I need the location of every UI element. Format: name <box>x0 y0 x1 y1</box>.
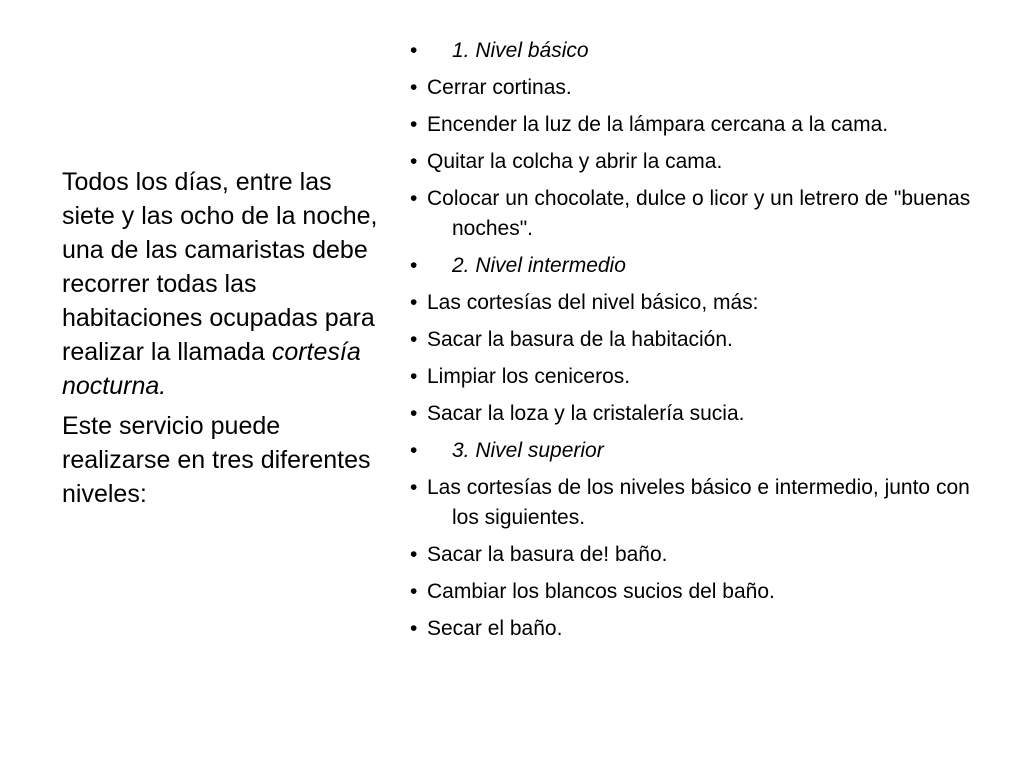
bullet-icon: • <box>410 113 418 136</box>
list-item-text: Las cortesías de los niveles básico e intermedio, junto con los siguientes. <box>427 476 970 529</box>
bullet-icon: • <box>410 617 418 640</box>
bullet-icon: • <box>410 476 418 499</box>
bullet-icon: • <box>410 580 418 603</box>
list-item-text: Limpiar los ceniceros. <box>427 365 631 388</box>
bullet-icon: • <box>410 328 418 351</box>
level-heading-text: 3. Nivel superior <box>452 439 604 462</box>
list-item <box>410 184 985 244</box>
intro-paragraph-emphasis: cortesía nocturna. <box>62 338 361 400</box>
levels-paragraph: Este servicio puede realizarse en tres diferentes niveles: <box>62 412 371 508</box>
list-item-text: Las cortesías del nivel básico, más: <box>427 291 759 314</box>
list-item-text: Colocar un chocolate, dulce o licor y un letrero de "buenas noches". <box>427 187 971 240</box>
intro-paragraph <box>62 165 390 403</box>
bullet-icon: • <box>410 439 418 462</box>
level-heading-text: 1. Nivel básico <box>452 39 589 62</box>
level-heading-text: 2. Nivel intermedio <box>452 254 626 277</box>
list-item-text: Sacar la basura de la habitación. <box>427 328 733 351</box>
list-item <box>410 540 985 570</box>
bullet-icon: • <box>410 254 418 277</box>
list-item <box>410 614 985 644</box>
service-levels-list <box>410 36 985 644</box>
list-item <box>410 399 985 429</box>
level-heading <box>410 251 985 281</box>
bullet-icon: • <box>410 543 418 566</box>
list-item <box>410 288 985 318</box>
list-item <box>410 110 985 140</box>
list-item-text: Cerrar cortinas. <box>427 76 572 99</box>
bullet-icon: • <box>410 76 418 99</box>
bullet-icon: • <box>410 402 418 425</box>
bullet-icon: • <box>410 150 418 173</box>
list-item-text: Quitar la colcha y abrir la cama. <box>427 150 723 173</box>
intro-text-block <box>62 165 390 517</box>
list-item-text: Secar el baño. <box>427 617 563 640</box>
level-heading <box>410 436 985 466</box>
bullet-icon: • <box>410 365 418 388</box>
list-item-text: Sacar la basura de! baño. <box>427 543 668 566</box>
intro-paragraph-text: Todos los días, entre las siete y las ocho de la noche, una de las camaristas debe recorrer todas las habitaciones ocupadas para realizar la llamada <box>62 168 378 366</box>
list-item <box>410 325 985 355</box>
list-item-text: Cambiar los blancos sucios del baño. <box>427 580 775 603</box>
list-item <box>410 362 985 392</box>
list-item-text: Encender la luz de la lámpara cercana a la cama. <box>427 113 889 136</box>
list-item-text: Sacar la loza y la cristalería sucia. <box>427 402 745 425</box>
list-item <box>410 473 985 533</box>
level-heading <box>410 36 985 66</box>
list-item <box>410 147 985 177</box>
bullet-icon: • <box>410 187 418 210</box>
bullet-icon: • <box>410 39 418 62</box>
list-item <box>410 73 985 103</box>
bullet-icon: • <box>410 291 418 314</box>
list-item <box>410 577 985 607</box>
service-levels-list-block <box>410 36 985 651</box>
